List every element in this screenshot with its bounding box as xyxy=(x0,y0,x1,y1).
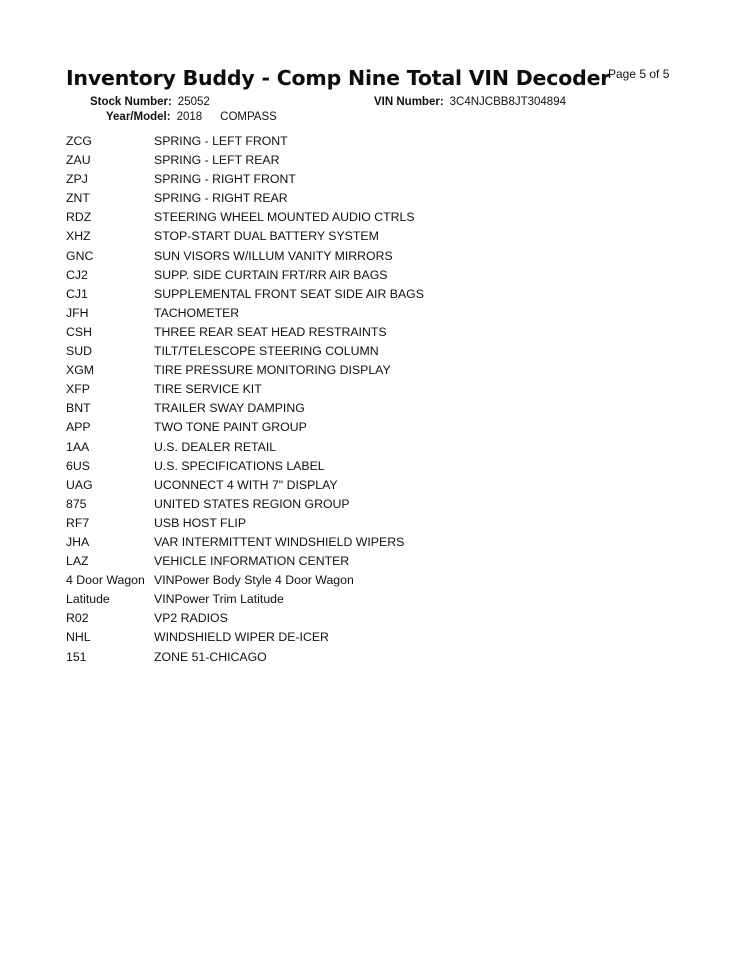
option-code: NHL xyxy=(66,630,91,645)
vin-number-row xyxy=(374,96,566,108)
year-model-row xyxy=(106,111,277,123)
option-row xyxy=(66,399,424,418)
option-description: VINPower Body Style 4 Door Wagon xyxy=(154,573,354,588)
option-code: XHZ xyxy=(66,229,91,244)
option-row xyxy=(66,304,424,323)
model-value: COMPASS xyxy=(220,111,277,123)
option-code: 6US xyxy=(66,458,90,473)
option-row xyxy=(66,247,424,266)
page-number: Page 5 of 5 xyxy=(608,67,670,81)
option-code: 151 xyxy=(66,649,87,664)
option-description: STOP-START DUAL BATTERY SYSTEM xyxy=(154,229,379,244)
option-description: UNITED STATES REGION GROUP xyxy=(154,496,350,511)
option-description: VEHICLE INFORMATION CENTER xyxy=(154,554,350,569)
option-row xyxy=(66,323,424,342)
option-description: TWO TONE PAINT GROUP xyxy=(154,420,307,435)
option-code: JHA xyxy=(66,534,90,549)
option-description: SPRING - RIGHT REAR xyxy=(154,191,288,206)
option-row xyxy=(66,170,424,189)
option-code: RDZ xyxy=(66,210,92,225)
option-code: CJ2 xyxy=(66,267,88,282)
option-description: SUPPLEMENTAL FRONT SEAT SIDE AIR BAGS xyxy=(154,286,424,301)
option-row xyxy=(66,208,424,227)
option-code: 875 xyxy=(66,496,87,511)
option-code: XFP xyxy=(66,382,90,397)
option-code: Latitude xyxy=(66,592,110,607)
option-code: JFH xyxy=(66,305,89,320)
option-description: VP2 RADIOS xyxy=(154,611,228,626)
option-row xyxy=(66,418,424,437)
option-description: SPRING - LEFT FRONT xyxy=(154,134,288,148)
option-row xyxy=(66,552,424,571)
option-code: R02 xyxy=(66,611,89,626)
option-description: TACHOMETER xyxy=(154,305,240,320)
option-code: ZNT xyxy=(66,191,90,206)
option-row xyxy=(66,438,424,457)
option-description: WINDSHIELD WIPER DE-ICER xyxy=(154,630,329,645)
option-row xyxy=(66,457,424,476)
option-row xyxy=(66,476,424,495)
option-description: SPRING - LEFT REAR xyxy=(154,153,280,168)
option-description: TIRE SERVICE KIT xyxy=(154,382,262,397)
option-code: 4 Door Wagon xyxy=(66,573,145,588)
option-description: ZONE 51-CHICAGO xyxy=(154,649,267,664)
stock-number-label: Stock Number: xyxy=(90,96,172,108)
option-description: TRAILER SWAY DAMPING xyxy=(154,401,305,416)
option-description: UCONNECT 4 WITH 7" DISPLAY xyxy=(154,477,338,492)
option-code: RF7 xyxy=(66,515,90,530)
page-title: Inventory Buddy - Comp Nine Total VIN Decoder xyxy=(66,66,611,90)
option-description: TIRE PRESSURE MONITORING DISPLAY xyxy=(154,363,391,378)
option-description: VINPower Trim Latitude xyxy=(154,592,284,607)
option-code-list xyxy=(66,132,424,667)
option-description: U.S. DEALER RETAIL xyxy=(154,439,277,454)
option-row xyxy=(66,266,424,285)
option-row xyxy=(66,361,424,380)
year-value: 2018 xyxy=(176,111,203,123)
option-row xyxy=(66,132,424,151)
vin-number-value: 3C4NJCBB8JT304894 xyxy=(449,96,566,108)
option-code: XGM xyxy=(66,363,95,378)
option-code: ZAU xyxy=(66,153,91,168)
option-description: VAR INTERMITTENT WINDSHIELD WIPERS xyxy=(154,534,405,549)
option-code: LAZ xyxy=(66,554,89,569)
option-description: THREE REAR SEAT HEAD RESTRAINTS xyxy=(154,324,387,339)
option-row xyxy=(66,590,424,609)
vin-number-label: VIN Number: xyxy=(374,96,444,108)
option-description: STEERING WHEEL MOUNTED AUDIO CTRLS xyxy=(154,210,415,225)
option-row xyxy=(66,609,424,628)
option-row xyxy=(66,380,424,399)
option-code: ZPJ xyxy=(66,172,88,187)
option-description: USB HOST FLIP xyxy=(154,515,247,530)
option-row xyxy=(66,227,424,246)
option-row xyxy=(66,628,424,647)
option-row xyxy=(66,495,424,514)
option-row xyxy=(66,285,424,304)
option-row xyxy=(66,151,424,170)
option-code: 1AA xyxy=(66,439,90,454)
option-code: CSH xyxy=(66,324,92,339)
option-description: SPRING - RIGHT FRONT xyxy=(154,172,296,187)
option-row xyxy=(66,342,424,361)
option-code: APP xyxy=(66,420,91,435)
option-code: CJ1 xyxy=(66,286,88,301)
option-row xyxy=(66,514,424,533)
option-description: SUPP. SIDE CURTAIN FRT/RR AIR BAGS xyxy=(154,267,388,282)
option-code: BNT xyxy=(66,401,91,416)
option-row xyxy=(66,648,424,667)
stock-number-value: 25052 xyxy=(177,96,210,108)
option-row xyxy=(66,189,424,208)
option-description: U.S. SPECIFICATIONS LABEL xyxy=(154,458,325,473)
year-model-label: Year/Model: xyxy=(106,111,171,123)
option-description: SUN VISORS W/ILLUM VANITY MIRRORS xyxy=(154,248,393,263)
option-code: UAG xyxy=(66,477,93,492)
option-row xyxy=(66,533,424,552)
stock-number-row xyxy=(90,96,210,108)
option-code: SUD xyxy=(66,344,92,359)
option-row xyxy=(66,571,424,590)
option-description: TILT/TELESCOPE STEERING COLUMN xyxy=(154,344,379,359)
option-code: ZCG xyxy=(66,134,92,148)
option-code: GNC xyxy=(66,248,94,263)
